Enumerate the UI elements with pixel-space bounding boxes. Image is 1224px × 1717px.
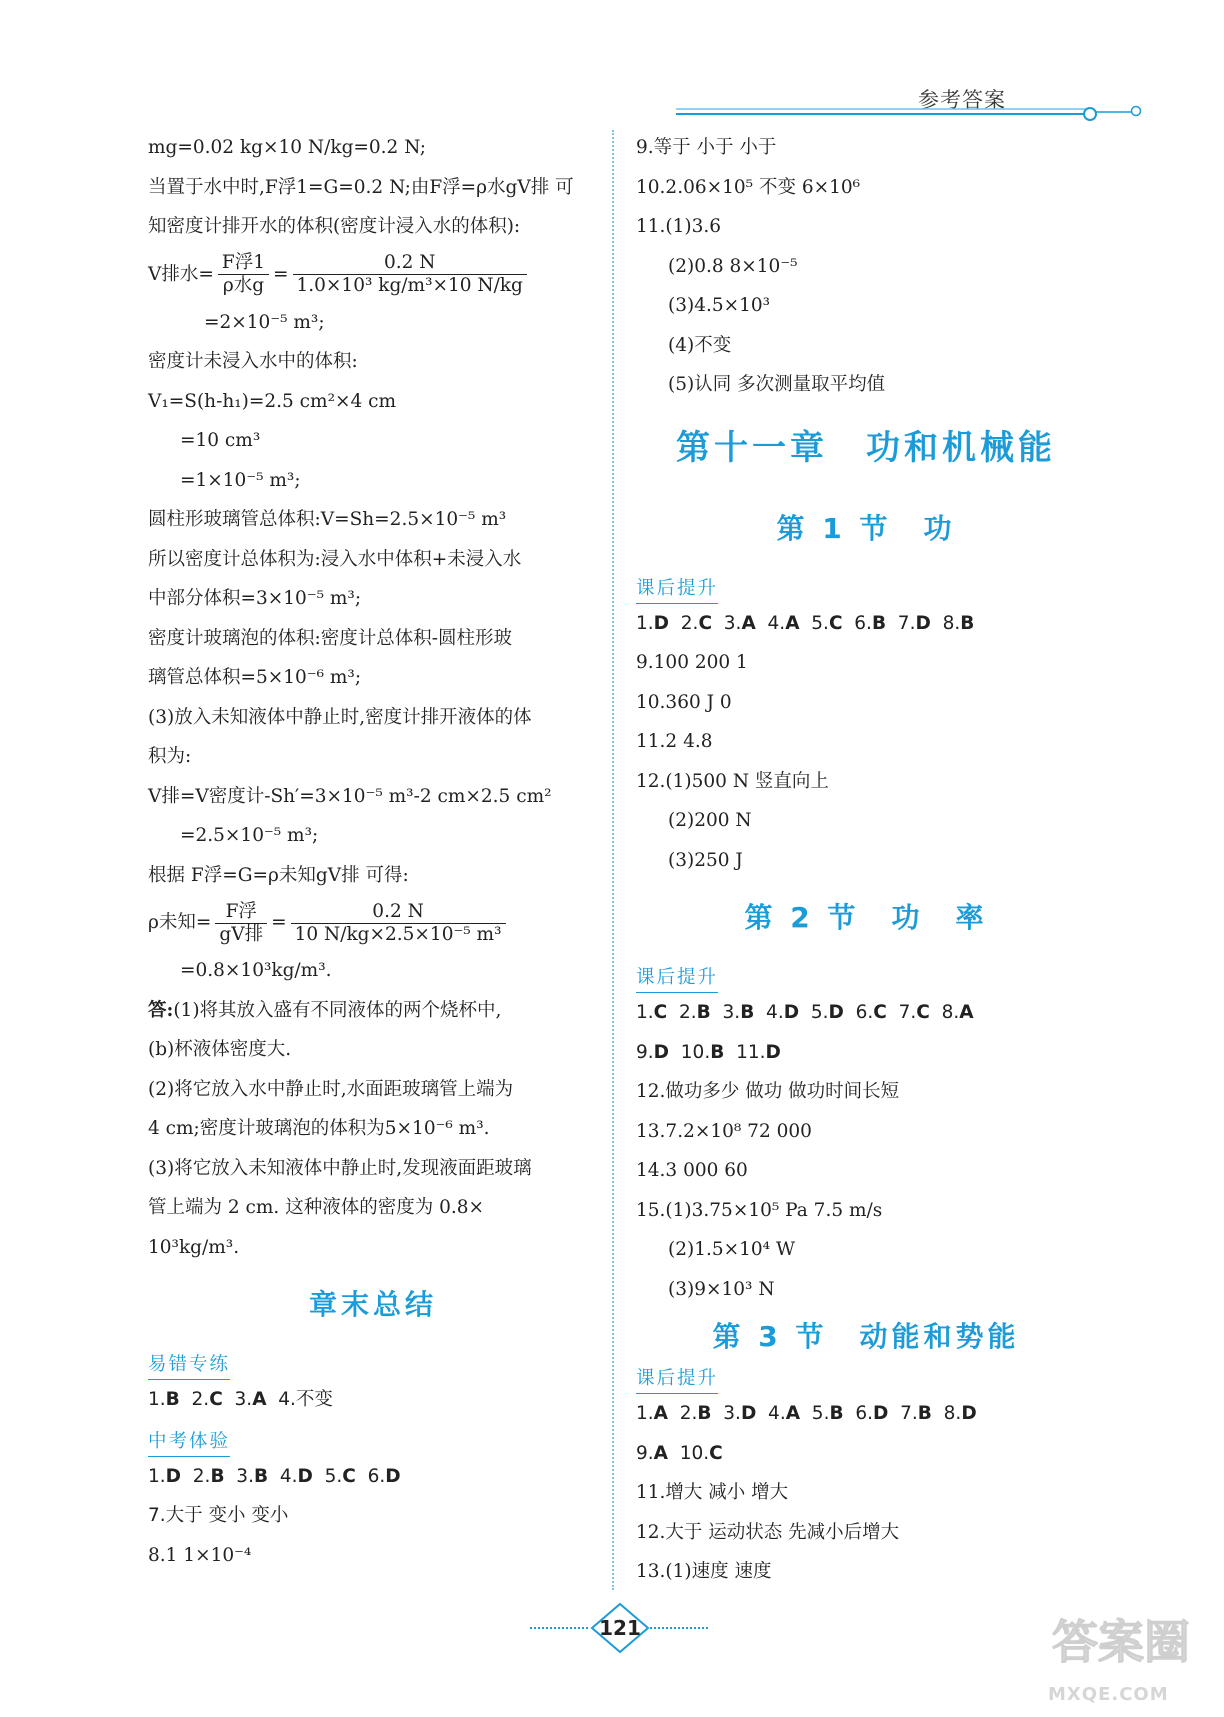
answer-letter: C	[209, 1389, 223, 1410]
text-line: =10 cm³	[180, 430, 261, 451]
answer-letter: D	[828, 1002, 844, 1023]
answer-letter: C	[828, 612, 843, 634]
text-line: 根据 F浮=G=ρ未知gV排 可得:	[148, 864, 409, 886]
text-line: 8.1 1×10⁻⁴	[148, 1544, 252, 1566]
text-line: (4)不变	[668, 334, 732, 356]
question-number: 4.不变	[266, 1389, 333, 1410]
watermark-text: 答案圈	[1052, 1615, 1190, 1669]
answer-letter: A	[741, 612, 756, 634]
question-number: 5.	[799, 1002, 829, 1023]
question-number: 3.	[710, 1002, 741, 1023]
text-line: 管上端为 2 cm. 这种液体的密度为 0.8×	[148, 1197, 485, 1218]
question-number: 2.	[669, 612, 699, 634]
text-line: 密度计玻璃泡的体积:密度计总体积-圆柱形玻	[148, 627, 512, 649]
question-number: 7.	[888, 1403, 918, 1424]
text-line: 12.做功多少 做功 做功时间长短	[636, 1081, 900, 1102]
answer-letter: B	[710, 1041, 725, 1063]
answer-letter: D	[783, 1002, 800, 1023]
fraction	[293, 252, 527, 297]
mc-answers	[636, 1033, 1096, 1073]
text-line: V₁=S(h-h₁)=2.5 cm²×4 cm	[148, 390, 397, 412]
text-line: 10³kg/m³.	[148, 1236, 240, 1258]
sub-heading-after-class: 课后提升	[636, 964, 718, 993]
sub-heading-exam-experience: 中考体验	[148, 1428, 230, 1457]
question-number: 1.	[148, 1389, 166, 1410]
question-number: 1.	[636, 1002, 654, 1023]
text-line: 当置于水中时,F浮1=G=0.2 N;由F浮=ρ水gV排 可	[148, 176, 574, 198]
answer-text: (1)将其放入盛有不同液体的两个烧杯中,	[173, 999, 502, 1021]
question-number: 6.	[355, 1465, 386, 1487]
text-line: (3)将它放入未知液体中静止时,发现液面距玻璃	[148, 1157, 532, 1179]
answer-letter: D	[915, 612, 931, 634]
question-number: 8.	[929, 1002, 960, 1023]
answer-letter: A	[653, 1403, 668, 1424]
question-number: 8.	[931, 1403, 962, 1424]
watermark-url: MXQE.COM	[1048, 1684, 1169, 1705]
mc-answers	[636, 1434, 1096, 1474]
answer-letter: B	[960, 612, 975, 634]
question-number: 10.	[669, 1041, 711, 1063]
answer-letter: C	[709, 1442, 723, 1464]
question-number: 3.	[711, 1403, 741, 1424]
question-number: 2.	[181, 1465, 211, 1487]
fraction-denominator: ρ水g	[222, 275, 265, 296]
answer-letter: A	[653, 1442, 668, 1464]
sub-heading-after-class: 课后提升	[636, 575, 718, 604]
text-line: 13.7.2×10⁸ 72 000	[636, 1120, 812, 1142]
text-line: 密度计未浸入水中的体积:	[148, 351, 358, 372]
text-line: =1×10⁻⁵ m³;	[180, 469, 301, 491]
answer-letter: A	[252, 1389, 267, 1410]
question-number: 7.	[886, 1002, 917, 1023]
text-line: 4 cm;密度计玻璃泡的体积为5×10⁻⁶ m³.	[148, 1118, 490, 1139]
text-line: 12.大于 运动状态 先减小后增大	[636, 1521, 900, 1543]
answer-letter: A	[785, 1403, 801, 1424]
answer-letter: B	[253, 1465, 269, 1487]
text-line: =2×10⁻⁵ m³;	[204, 311, 325, 333]
fraction-denominator: gV排	[219, 923, 264, 945]
text-line: 10.2.06×10⁵ 不变 6×10⁶	[636, 176, 861, 198]
answer-letter: D	[961, 1403, 977, 1424]
text-line: (b)杯液体密度大.	[148, 1039, 292, 1060]
question-number: 2.	[179, 1389, 210, 1410]
fraction	[215, 901, 267, 946]
question-number: 4.	[754, 1002, 784, 1023]
answer-letter: B	[829, 1403, 844, 1424]
question-number: 4.	[755, 612, 786, 634]
text-line: (3)250 J	[668, 849, 743, 871]
question-number: 6.	[843, 1403, 873, 1424]
text-line: 11.增大 减小 增大	[636, 1482, 789, 1503]
question-number: 6.	[842, 612, 872, 634]
answer-letter: D	[740, 1403, 757, 1424]
answer-letter: B	[210, 1465, 225, 1487]
text-line: 知密度计排开水的体积(密度计浸入水的体积):	[148, 216, 521, 237]
text-line: =0.8×10³kg/m³.	[180, 960, 332, 981]
fraction	[218, 252, 269, 297]
answer-letter: D	[165, 1465, 182, 1487]
text-line: 10.360 J 0	[636, 691, 732, 713]
chapter-title: 第十一章 功和机械能	[676, 427, 1056, 468]
answer-letter: B	[696, 1002, 711, 1023]
question-number: 5.	[800, 1403, 830, 1424]
question-number: 3.	[222, 1389, 253, 1410]
text-line: 9.100 200 1	[636, 652, 748, 673]
text-line: 圆柱形玻璃管总体积:V=Sh=2.5×10⁻⁵ m³	[148, 509, 507, 530]
text-line: (5)认同 多次测量取平均值	[668, 374, 886, 395]
answer-letter: D	[653, 1041, 670, 1063]
answer-letter: D	[873, 1403, 889, 1424]
formula-lhs: V排水=	[148, 263, 214, 285]
page-number-badge	[530, 1600, 710, 1660]
text-line: =2.5×10⁻⁵ m³;	[180, 825, 319, 846]
formula-lhs: ρ未知=	[148, 912, 212, 933]
fraction-numerator: F浮1	[218, 252, 269, 275]
answer-letter: C	[342, 1465, 356, 1487]
question-number: 1.	[636, 1403, 654, 1424]
question-number: 9.	[636, 1041, 654, 1063]
answer-letter: B	[871, 612, 887, 634]
text-line: 11.2 4.8	[636, 731, 713, 752]
question-number: 10.	[667, 1442, 710, 1464]
text-line: 13.(1)速度 速度	[636, 1561, 772, 1582]
answer-letter: D	[385, 1465, 401, 1487]
text-line: 9.等于 小于 小于	[636, 137, 777, 158]
answer-letter: D	[765, 1041, 781, 1063]
text-line: 璃管总体积=5×10⁻⁶ m³;	[148, 667, 362, 688]
formula-v-water: V排水= $\frac{\text{F浮1}}{\text{ρ水g}}$ = $\frac{0.2 N}{\text{1.0×10³ kg/m³×10 N/kg}}$	[148, 247, 598, 303]
question-number: 1.	[148, 1465, 166, 1487]
mc-answers	[636, 993, 1096, 1033]
text-line: (2)0.8 8×10⁻⁵	[668, 255, 798, 277]
mc-answers	[636, 604, 1096, 644]
page-number-decoration	[530, 1600, 710, 1656]
question-number: 2.	[667, 1403, 698, 1424]
text-line: 所以密度计总体积为:浸入水中体积+未浸入水	[148, 548, 522, 570]
text-line: (3)4.5×10³	[668, 295, 771, 316]
text-line: (2)将它放入水中静止时,水面距玻璃管上端为	[148, 1078, 514, 1100]
text-line: 中部分体积=3×10⁻⁵ m³;	[148, 588, 362, 609]
mc-answers	[636, 1394, 1096, 1434]
answer-letter: A	[959, 1002, 974, 1023]
page-number: 121	[599, 1616, 641, 1640]
fraction-numerator: 0.2 N	[291, 901, 506, 924]
answer-letter: C	[916, 1002, 930, 1023]
text-line: (2)200 N	[668, 810, 752, 831]
answer-letter: B	[740, 1002, 755, 1023]
question-number: 11.	[724, 1041, 766, 1063]
question-number: 7.	[886, 612, 916, 634]
question-number: 4.	[756, 1403, 786, 1424]
text-line: 积为:	[148, 746, 192, 767]
left-column	[148, 128, 598, 1575]
watermark-logo	[1052, 1606, 1212, 1676]
question-number: 6.	[843, 1002, 874, 1023]
text-line: 15.(1)3.75×10⁵ Pa 7.5 m/s	[636, 1199, 883, 1221]
text-line: 12.(1)500 N 竖直向上	[636, 770, 829, 792]
text-line: 7.大于 变小 变小	[148, 1505, 289, 1526]
question-number: 3.	[224, 1465, 254, 1487]
text-line: (3)放入未知液体中静止时,密度计排开液体的体	[148, 706, 532, 728]
answer-letter: D	[653, 612, 670, 634]
question-number: 4.	[268, 1465, 298, 1487]
question-number: 5.	[312, 1465, 343, 1487]
answer-letter: B	[165, 1389, 180, 1410]
answer-letter: C	[653, 1002, 668, 1023]
question-number: 9.	[636, 1442, 654, 1464]
text-line: (2)1.5×10⁴ W	[668, 1239, 795, 1260]
text-line: (3)9×10³ N	[668, 1278, 775, 1300]
mc-answers	[148, 1380, 598, 1420]
question-number: 3.	[712, 612, 742, 634]
sub-heading-after-class: 课后提升	[636, 1365, 718, 1394]
chapter-summary-title: 章末总结	[308, 1288, 437, 1321]
question-number: 8.	[930, 612, 961, 634]
header-title: 参考答案	[918, 88, 1006, 112]
question-number: 5.	[799, 612, 829, 634]
formula-rho-unknown: ρ未知= $\frac{\text{F浮}}{\text{gV排}}$ = $\frac{0.2 N}{\text{10 N/kg×2.5×10⁻⁵ m³}}$	[148, 895, 598, 951]
section-title-3: 第 3 节 动能和势能	[712, 1320, 1020, 1353]
answer-letter: C	[698, 612, 713, 634]
mc-answers	[148, 1457, 598, 1497]
right-column	[636, 128, 1096, 1592]
answer-line	[148, 991, 598, 1031]
column-divider	[612, 130, 614, 1590]
answer-label: 答:	[148, 999, 174, 1021]
answer-letter: B	[697, 1403, 712, 1424]
header-decoration	[676, 104, 1146, 128]
answer-letter: A	[785, 612, 800, 634]
fraction-numerator: F浮	[215, 901, 267, 924]
text-line: mg=0.02 kg×10 N/kg=0.2 N;	[148, 137, 426, 158]
text-line: V排=V密度计-Sh′=3×10⁻⁵ m³-2 cm×2.5 cm²	[148, 785, 552, 807]
question-number: 2.	[667, 1002, 697, 1023]
fraction-denominator: 1.0×10³ kg/m³×10 N/kg	[296, 275, 523, 296]
fraction	[291, 901, 506, 946]
question-number: 1.	[636, 612, 654, 634]
section-title-2: 第 2 节 功 率	[744, 901, 988, 934]
sub-heading-error-practice: 易错专练	[148, 1351, 230, 1380]
text-line: 11.(1)3.6	[636, 216, 722, 237]
answer-letter: D	[297, 1465, 313, 1487]
answer-letter: B	[917, 1403, 932, 1424]
section-title-1: 第 1 节 功	[776, 511, 956, 545]
answer-letter: C	[873, 1002, 887, 1023]
text-line: 14.3 000 60	[636, 1160, 748, 1181]
fraction-numerator: 0.2 N	[293, 252, 527, 275]
fraction-denominator: 10 N/kg×2.5×10⁻⁵ m³	[294, 923, 502, 945]
